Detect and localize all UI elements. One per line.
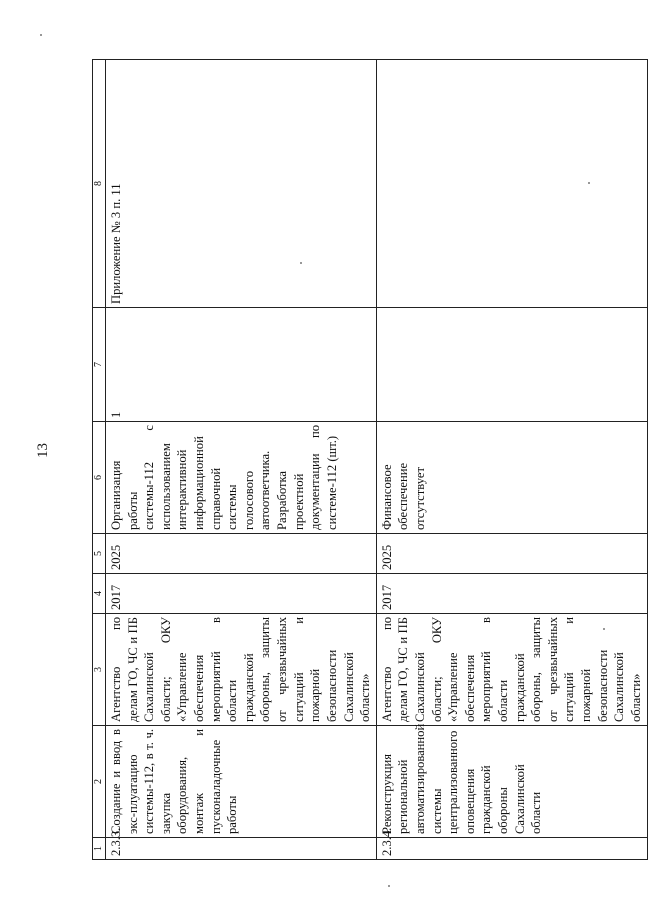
- header-col-1: 1: [93, 838, 106, 860]
- row-number: 2.3.4.: [376, 838, 647, 860]
- measure-name: Реконструкция региональной автоматизированной системы централизованного оповещения гражданской обороны Сахалинской области: [376, 726, 647, 838]
- page-number: 13: [35, 443, 51, 458]
- indicator-value: [376, 308, 647, 422]
- header-col-6: 6: [93, 422, 106, 534]
- rotated-table-container: [92, 60, 643, 860]
- end-year: 2025: [106, 534, 377, 574]
- header-col-3: 3: [93, 614, 106, 726]
- expected-result: Организация работы системы-112 с использованием интерактивной информационной справочной системы голосового автоответчика. Разработка проектной документации по системе-112 (шт.): [106, 422, 377, 534]
- header-col-2: 2: [93, 726, 106, 838]
- note: [376, 60, 647, 308]
- start-year: 2017: [106, 574, 377, 614]
- table-header-row: [93, 60, 106, 860]
- header-col-7: 7: [93, 308, 106, 422]
- indicator-value: 1: [106, 308, 377, 422]
- scan-speck: [603, 628, 605, 630]
- measures-table: [92, 59, 648, 860]
- header-col-8: 8: [93, 60, 106, 308]
- executor: Агентство по делам ГО, ЧС и ПБ Сахалинской области; ОКУ «Управление обеспечения мероприятий в области гражданской обороны, защиты от чрезвычайных ситуаций и пожарной безопасности Сахалинской области»: [376, 614, 647, 726]
- scan-speck: [300, 262, 302, 264]
- scan-speck: [388, 885, 390, 887]
- header-col-4: 4: [93, 574, 106, 614]
- scan-speck: [588, 182, 590, 184]
- start-year: 2017: [376, 574, 647, 614]
- scan-speck: [40, 34, 42, 36]
- measure-name: Создание и ввод в экс-плуатацию системы-112, в т. ч. закупка оборудования, монтаж и пусконаладочные работы: [106, 726, 377, 838]
- executor: Агентство по делам ГО, ЧС и ПБ Сахалинской области; ОКУ «Управление обеспечения мероприятий в области гражданской обороны, защиты от чрезвычайных ситуаций и пожарной безопасности Сахалинской области»: [106, 614, 377, 726]
- end-year: 2025: [376, 534, 647, 574]
- table-row: [376, 60, 647, 860]
- row-number: 2.3.3.: [106, 838, 377, 860]
- header-col-5: 5: [93, 534, 106, 574]
- expected-result: Финансовое обеспечение отсутствует: [376, 422, 647, 534]
- note: Приложение № 3 п. 11: [106, 60, 377, 308]
- table-row: [106, 60, 377, 860]
